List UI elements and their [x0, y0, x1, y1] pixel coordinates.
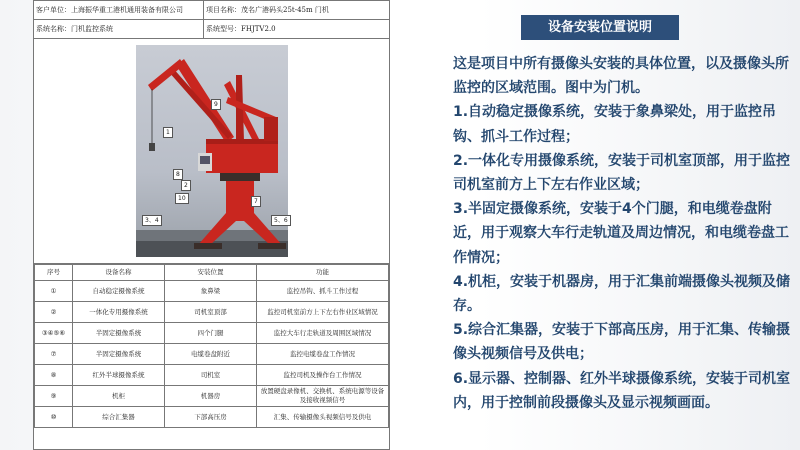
- table-row: [35, 323, 389, 344]
- cell-device: 自动稳定摄像系统: [73, 281, 165, 302]
- cell-function: 监控司机室前方上下左右作业区域情况: [257, 302, 389, 323]
- cell-device: 半固定摄像系统: [73, 323, 165, 344]
- equipment-document: [33, 0, 390, 450]
- callout-1: 1: [163, 127, 173, 138]
- callout-8: 8: [173, 169, 183, 180]
- col-header: 序号: [35, 265, 73, 281]
- client-label: 客户单位：上海振华重工港机通用装备有限公司: [34, 1, 204, 19]
- doc-header-row-1: [34, 1, 389, 20]
- cell-number: ⑧: [35, 365, 73, 386]
- col-header: 安装位置: [165, 265, 257, 281]
- cell-number: ⑨: [35, 386, 73, 407]
- callout-10: 10: [175, 193, 189, 204]
- doc-header-row-2: [34, 20, 389, 39]
- list-item: 6.显示器、控制器、红外半球摄像系统，安装于司机室内，用于控制前段摄像头及显示视频画面。: [453, 370, 791, 411]
- cell-location: 象鼻梁: [165, 281, 257, 302]
- callout-2: 2: [181, 180, 191, 191]
- callout-7: 7: [251, 196, 261, 207]
- cell-function: 监控司机及操作台工作情况: [257, 365, 389, 386]
- table-header-row: [35, 265, 389, 281]
- system-model-label: 系统型号：FHJTV2.0: [206, 25, 276, 33]
- cell-number: ①: [35, 281, 73, 302]
- callout-5-6: 5、6: [271, 215, 291, 226]
- system-name-label: 系统名称：门机监控系统: [34, 20, 204, 38]
- cell-device: 机柜: [73, 386, 165, 407]
- description-text: [453, 52, 793, 415]
- cell-device: 半固定摄像系统: [73, 344, 165, 365]
- table-row: [35, 344, 389, 365]
- cell-location: 电缆卷盘附近: [165, 344, 257, 365]
- panel-title: 设备安装位置说明: [521, 15, 679, 40]
- table-row: [35, 407, 389, 428]
- table-row: [35, 365, 389, 386]
- col-header: 功能: [257, 265, 389, 281]
- cell-device: 红外半球摄像系统: [73, 365, 165, 386]
- list-item: 2.一体化专用摄像系统，安装于司机室顶部，用于监控司机室前方上下左右作业区域；: [453, 152, 791, 194]
- cell-location: 下部高压房: [165, 407, 257, 428]
- cell-location: 机器房: [165, 386, 257, 407]
- list-item: 1.自动稳定摄像系统，安装于象鼻梁处，用于监控吊钩、抓斗工作过程；: [453, 104, 777, 145]
- cell-function: 监控大车行走轨道及周围区域情况: [257, 323, 389, 344]
- col-header: 设备名称: [73, 265, 165, 281]
- intro-paragraph: 这是项目中所有摄像头安装的具体位置，以及摄像头所监控的区域范围。图中为门机。: [453, 56, 789, 97]
- cell-device: 一体化专用摄像系统: [73, 302, 165, 323]
- callout-3-4: 3、4: [142, 215, 162, 226]
- cell-function: 汇集、传输摄像头视频信号及供电: [257, 407, 389, 428]
- cell-device: 综合汇集器: [73, 407, 165, 428]
- callout-9: 9: [211, 99, 221, 110]
- photo-area: [34, 39, 389, 264]
- list-item: 5.综合汇集器，安装于下部高压房，用于汇集、传输摄像头视频信号及供电；: [453, 322, 791, 363]
- cell-number: ②: [35, 302, 73, 323]
- table-row: [35, 302, 389, 323]
- cell-function: 放置硬盘录像机、交换机、系统电源等设备及接收视频信号: [257, 386, 389, 407]
- cell-location: 司机室顶部: [165, 302, 257, 323]
- cell-function: 监控电缆卷盘工作情况: [257, 344, 389, 365]
- table-row: [35, 386, 389, 407]
- equipment-table: [34, 264, 389, 428]
- list-item: 3.半固定摄像系统，安装于4个门腿，和电缆卷盘附近，用于观察大车行走轨道及周边情况，和电缆卷盘工作情况；: [453, 201, 789, 266]
- cell-location: 司机室: [165, 365, 257, 386]
- cell-number: ⑩: [35, 407, 73, 428]
- list-item: 4.机柜，安装于机器房，用于汇集前端摄像头视频及储存。: [453, 273, 791, 315]
- project-label: 项目名称：茂名广港码头25t-45m 门机: [206, 6, 329, 14]
- cell-location: 四个门腿: [165, 323, 257, 344]
- table-row: [35, 281, 389, 302]
- cell-function: 监控吊钩、抓斗工作过程: [257, 281, 389, 302]
- cell-number: ③④⑤⑥: [35, 323, 73, 344]
- cell-number: ⑦: [35, 344, 73, 365]
